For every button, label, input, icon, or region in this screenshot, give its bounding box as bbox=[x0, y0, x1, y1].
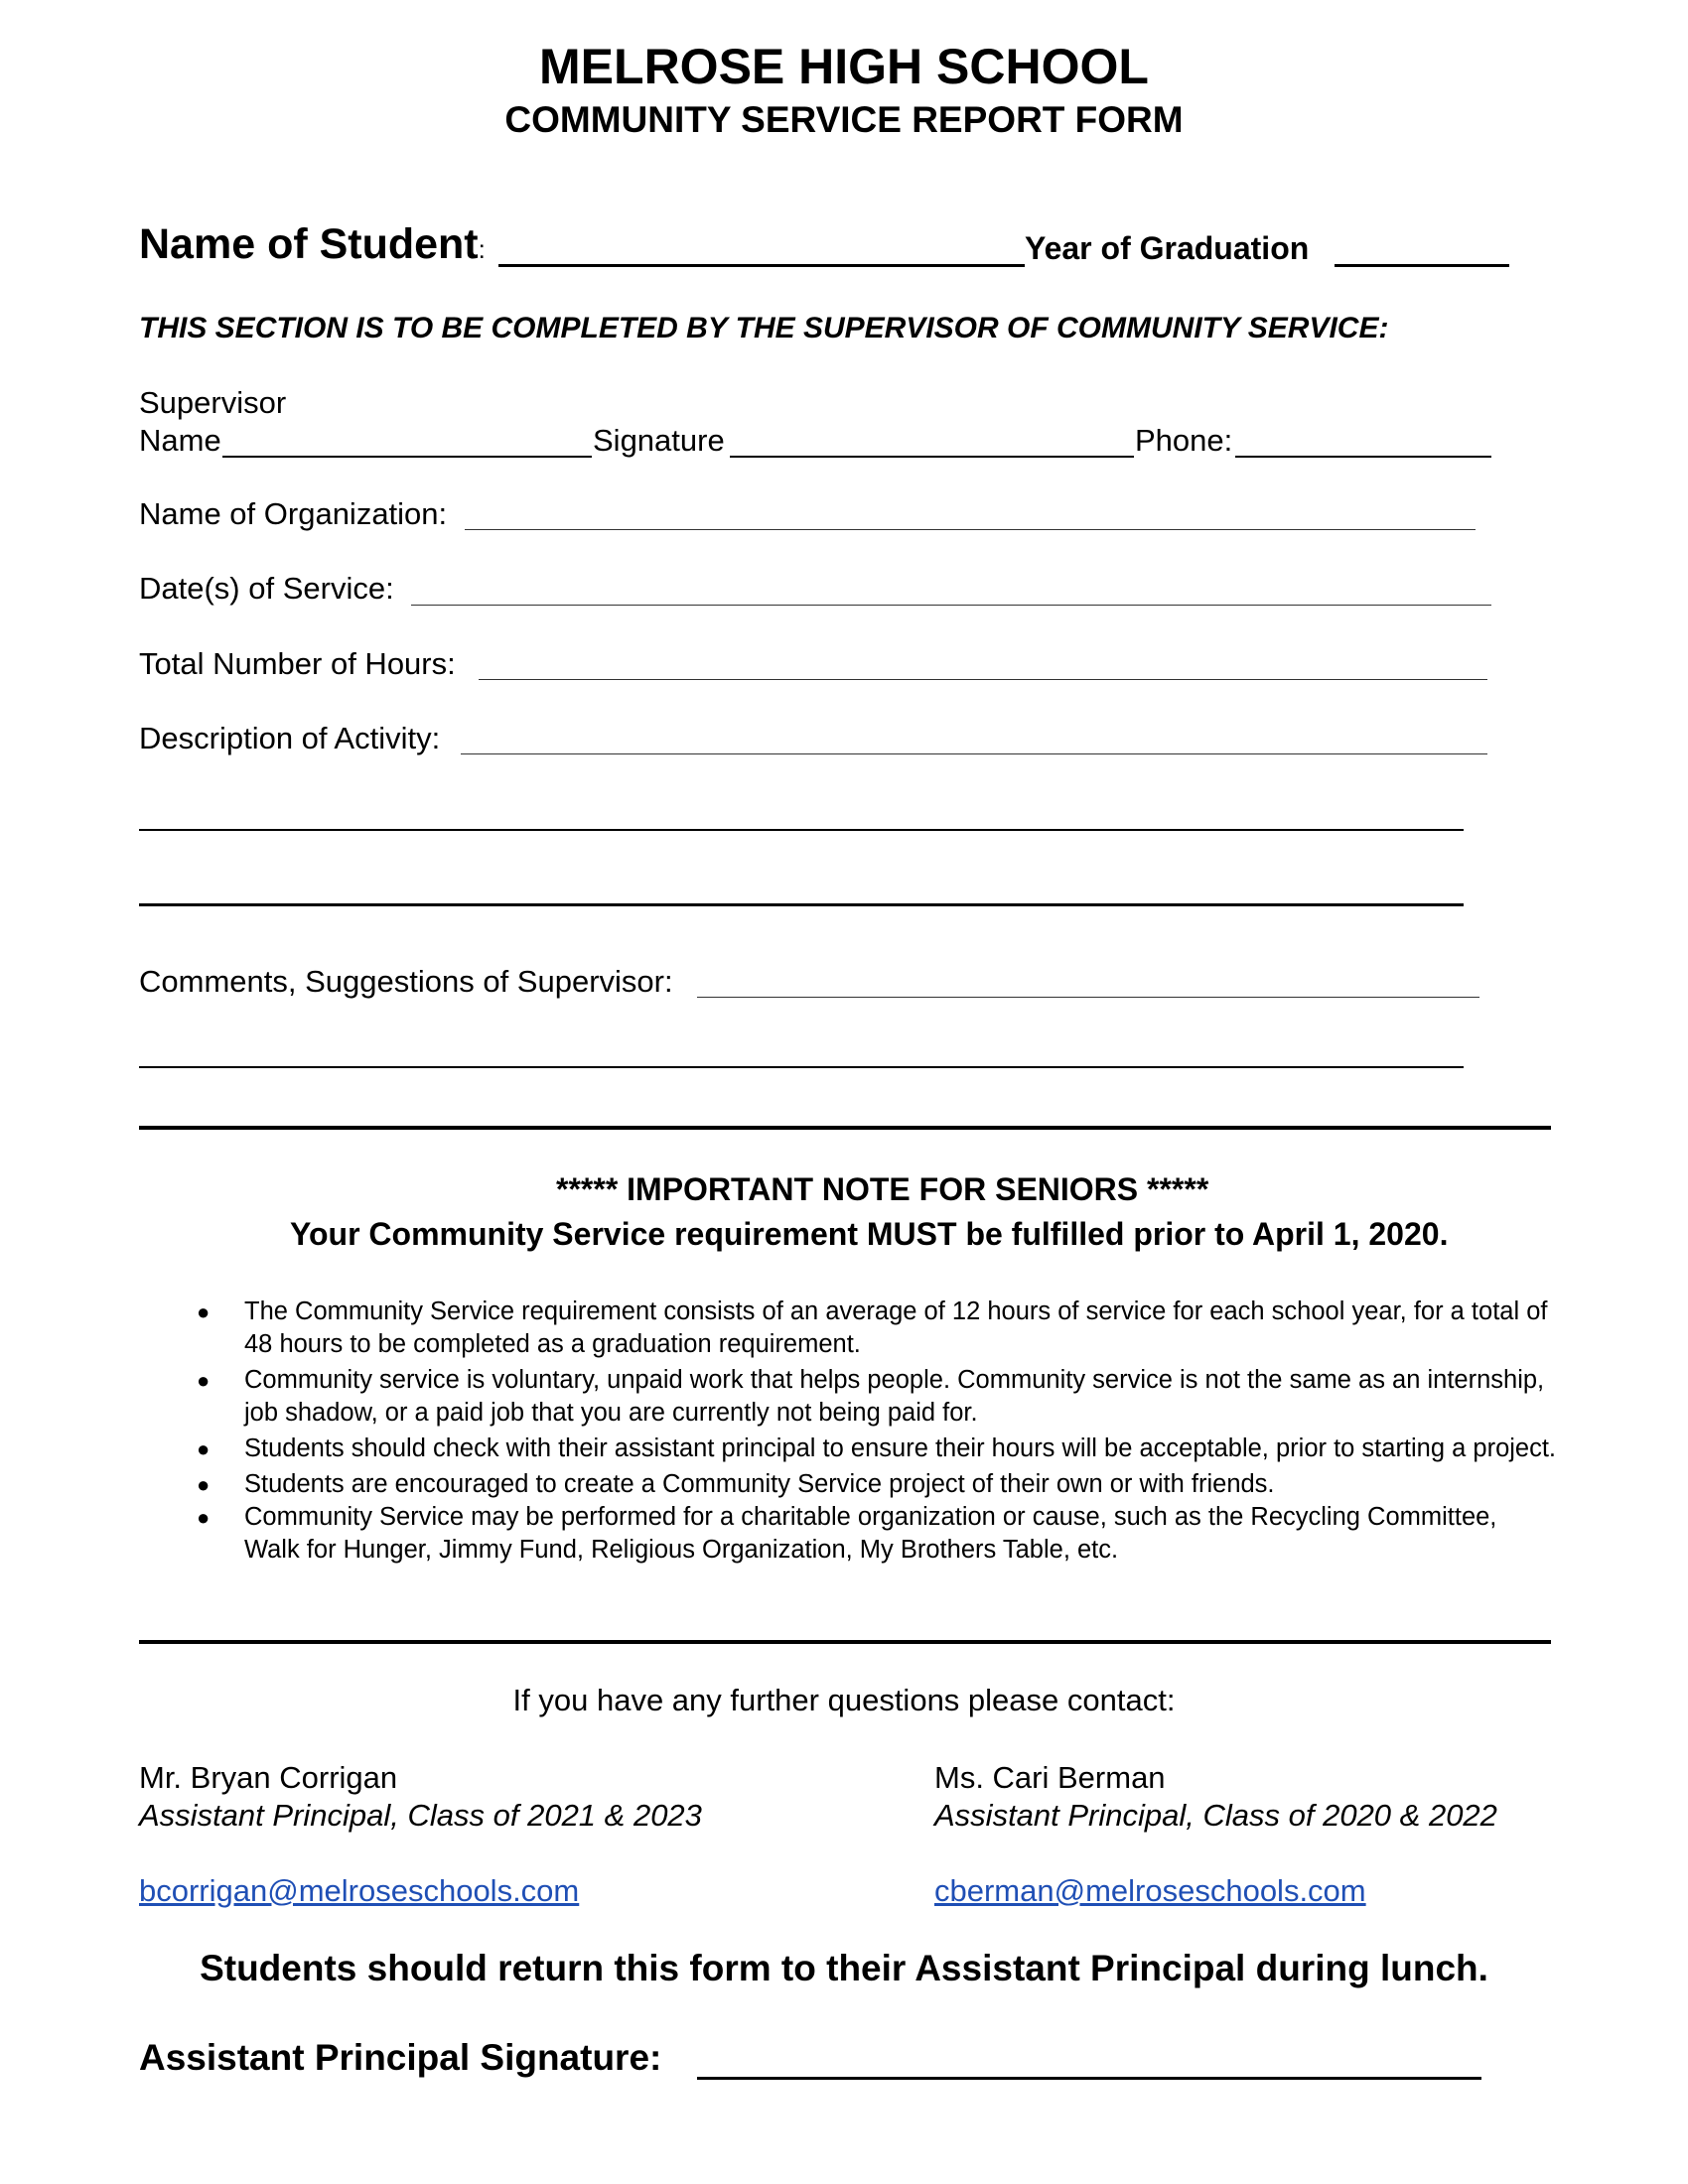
student-name-label: Name of Student: bbox=[139, 220, 486, 268]
return-note: Students should return this form to their Assistant Principal during lunch. bbox=[200, 1948, 1488, 1988]
description-field-line-2[interactable] bbox=[139, 829, 1464, 831]
form-title: COMMUNITY SERVICE REPORT FORM bbox=[504, 99, 1184, 140]
list-item: ● Community service is voluntary, unpaid work that helps people. Community service is not the same as an internship, job shadow, or a paid job that you are currently not being paid for. bbox=[197, 1366, 1545, 1427]
signature-label: Signature bbox=[593, 423, 725, 458]
graduation-year-field[interactable] bbox=[1335, 264, 1509, 267]
supervisor-name-label: Name bbox=[139, 423, 221, 458]
seniors-bullet-list bbox=[189, 1296, 1559, 1570]
student-name-field[interactable] bbox=[498, 264, 1025, 267]
bullet-icon: ● bbox=[197, 1368, 211, 1393]
seniors-note-heading: ***** IMPORTANT NOTE FOR SENIORS ***** bbox=[556, 1171, 1209, 1207]
contact-title-berman: Assistant Principal, Class of 2020 & 2022 bbox=[934, 1798, 1497, 1833]
phone-label: Phone: bbox=[1135, 423, 1233, 458]
contact-intro: If you have any further questions please contact: bbox=[512, 1683, 1176, 1717]
list-item: ● Community Service may be performed for a charitable organization or cause, such as the Recycling Committee, Walk for Hunger, Jimmy Fund, Religious Organization, My Brothers Table, etc. bbox=[197, 1503, 1497, 1564]
email-link-berman[interactable]: cberman@melroseschools.com bbox=[934, 1873, 1366, 1908]
description-label: Description of Activity: bbox=[139, 721, 441, 755]
supervisor-label-line1: Supervisor bbox=[139, 385, 287, 420]
dates-label: Date(s) of Service: bbox=[139, 571, 394, 606]
contact-name-corrigan: Mr. Bryan Corrigan bbox=[139, 1760, 398, 1795]
hours-label: Total Number of Hours: bbox=[139, 646, 456, 681]
description-field-line-3[interactable] bbox=[139, 903, 1464, 906]
dates-field[interactable] bbox=[411, 605, 1491, 606]
organization-field[interactable] bbox=[465, 529, 1476, 530]
contact-name-berman: Ms. Cari Berman bbox=[934, 1760, 1166, 1795]
bullet-icon: ● bbox=[197, 1472, 211, 1497]
contact-title-corrigan: Assistant Principal, Class of 2021 & 2023 bbox=[139, 1798, 702, 1833]
graduation-year-label: Year of Graduation bbox=[1025, 230, 1310, 266]
description-field-line-1[interactable] bbox=[461, 753, 1487, 754]
supervisor-instruction: THIS SECTION IS TO BE COMPLETED BY THE SUPERVISOR OF COMMUNITY SERVICE: bbox=[139, 312, 1389, 344]
ap-signature-field[interactable] bbox=[697, 2077, 1481, 2080]
phone-field[interactable] bbox=[1235, 456, 1491, 458]
supervisor-name-field[interactable] bbox=[222, 456, 592, 458]
list-item: ● The Community Service requirement consists of an average of 12 hours of service for each school year, for a total of 48 hours to be completed as a graduation requirement. bbox=[197, 1297, 1548, 1358]
comments-field-line-1[interactable] bbox=[697, 997, 1479, 998]
school-title: MELROSE HIGH SCHOOL bbox=[539, 39, 1149, 94]
bullet-icon: ● bbox=[197, 1436, 211, 1461]
comments-label: Comments, Suggestions of Supervisor: bbox=[139, 964, 673, 999]
hours-field[interactable] bbox=[479, 679, 1487, 680]
organization-label: Name of Organization: bbox=[139, 496, 448, 531]
bullet-icon: ● bbox=[197, 1505, 211, 1530]
seniors-deadline: Your Community Service requirement MUST be fulfilled prior to April 1, 2020. bbox=[290, 1216, 1449, 1252]
bullet-icon: ● bbox=[197, 1299, 211, 1324]
list-item: ● Students should check with their assistant principal to ensure their hours will be acceptable, prior to starting a project. bbox=[189, 1433, 1559, 1465]
section-divider-bottom bbox=[139, 1640, 1551, 1644]
ap-signature-label: Assistant Principal Signature: bbox=[139, 2037, 662, 2078]
section-divider-top bbox=[139, 1126, 1551, 1130]
comments-field-line-2[interactable] bbox=[139, 1066, 1464, 1068]
list-item: ● Students are encouraged to create a Community Service project of their own or with friends. bbox=[189, 1468, 1559, 1501]
email-link-corrigan[interactable]: bcorrigan@melroseschools.com bbox=[139, 1873, 580, 1908]
supervisor-signature-field[interactable] bbox=[730, 456, 1134, 458]
